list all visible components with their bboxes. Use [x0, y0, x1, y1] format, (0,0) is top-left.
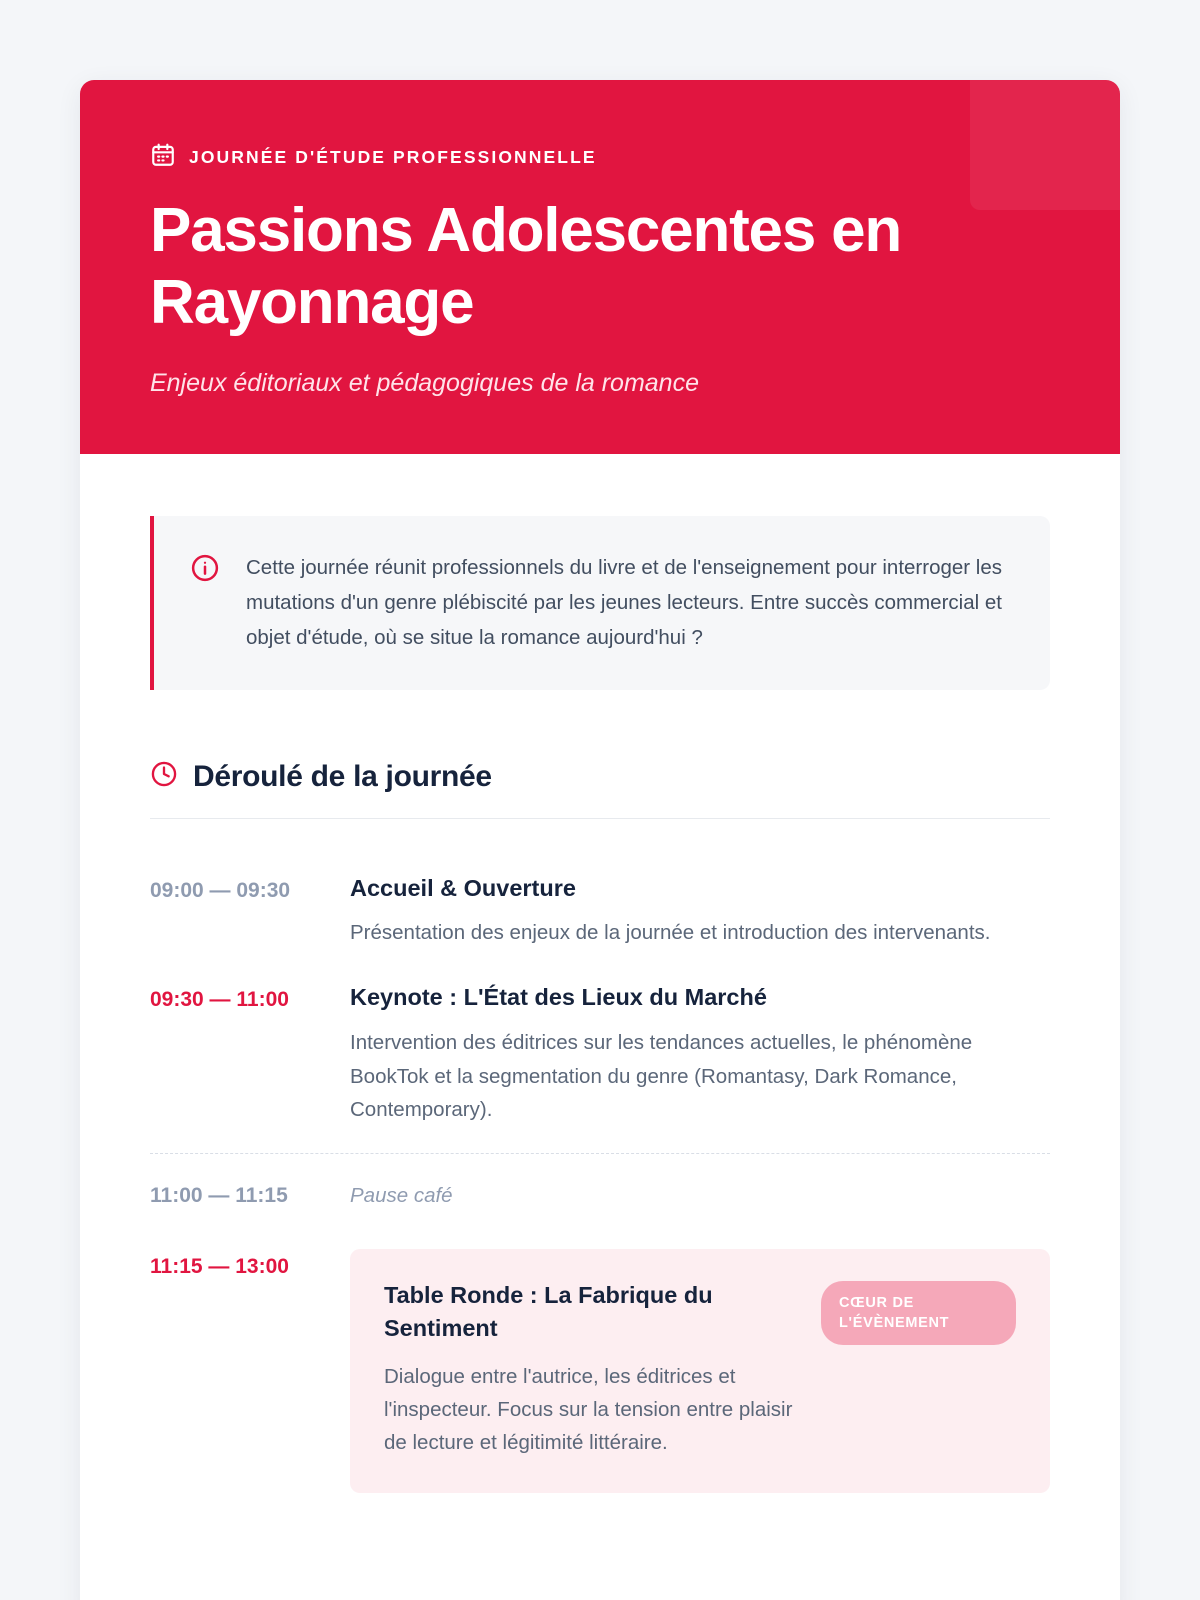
schedule-item-time: 09:30 — 11:00: [150, 988, 289, 1012]
schedule-break-time: 11:00 — 11:15: [150, 1184, 288, 1208]
schedule-item-title: Table Ronde : La Fabrique du Sentiment: [384, 1281, 713, 1342]
schedule-item-title: Accueil & Ouverture: [350, 874, 576, 901]
schedule-section-header: [150, 760, 1050, 819]
card-body: [80, 454, 1120, 1547]
schedule-item-time: 11:15 — 13:00: [150, 1254, 289, 1278]
schedule-item-highlight: [150, 1227, 1050, 1507]
schedule-item-time: 09:00 — 09:30: [150, 878, 291, 902]
schedule-item-description: Intervention des éditrices sur les tendances actuelles, le phénomène BookTok et la segmentation du genre (Romantasy, Dark Romance, Contemporary).: [350, 1030, 973, 1122]
schedule-title: Déroulé de la journée: [193, 759, 492, 793]
schedule-break-item: [150, 1153, 1050, 1227]
schedule-item-description: Dialogue entre l'autrice, les éditrices et l'inspecteur. Focus sur la tension entre plaisir de lecture et légitimité littéraire.: [384, 1364, 793, 1454]
hero-decoration-square: [970, 80, 1120, 210]
page-subtitle: Enjeux éditoriaux et pédagogiques de la romance: [150, 368, 699, 397]
calendar-icon: [150, 142, 176, 173]
schedule-break-content: [350, 1184, 1050, 1208]
hero-header: [80, 80, 1120, 454]
schedule-item-content: [350, 982, 1050, 1127]
schedule-item-title: Keynote : L'État des Lieux du Marché: [350, 984, 767, 1011]
schedule-item: [150, 855, 1050, 965]
intro-callout: [150, 516, 1050, 690]
eyebrow: [150, 142, 1050, 173]
info-icon: [190, 553, 220, 588]
schedule-item-description: Présentation des enjeux de la journée et introduction des intervenants.: [350, 921, 991, 945]
highlight-box: [350, 1249, 1050, 1493]
event-card: [80, 80, 1120, 1600]
intro-text: Cette journée réunit professionnels du livre et de l'enseignement pour interroger les mutations d'un genre plébiscité par les jeunes lecteurs. Entre succès commercial et objet d'étude, où se situe la romance aujourd'hui ?: [246, 555, 1003, 650]
eyebrow-label: JOURNÉE D'ÉTUDE PROFESSIONNELLE: [189, 147, 597, 167]
highlight-main: [384, 1279, 801, 1459]
page-title: Passions Adolescentes en Rayonnage: [150, 196, 902, 337]
schedule-item-content: [350, 1249, 1050, 1493]
clock-icon: [150, 760, 178, 793]
schedule-item-content: [350, 873, 1050, 951]
schedule-break-label: Pause café: [350, 1183, 453, 1207]
status-badge: CŒUR DE L'ÉVÈNEMENT: [821, 1281, 1016, 1346]
schedule-item: [150, 964, 1050, 1141]
schedule-list: [150, 855, 1050, 1508]
